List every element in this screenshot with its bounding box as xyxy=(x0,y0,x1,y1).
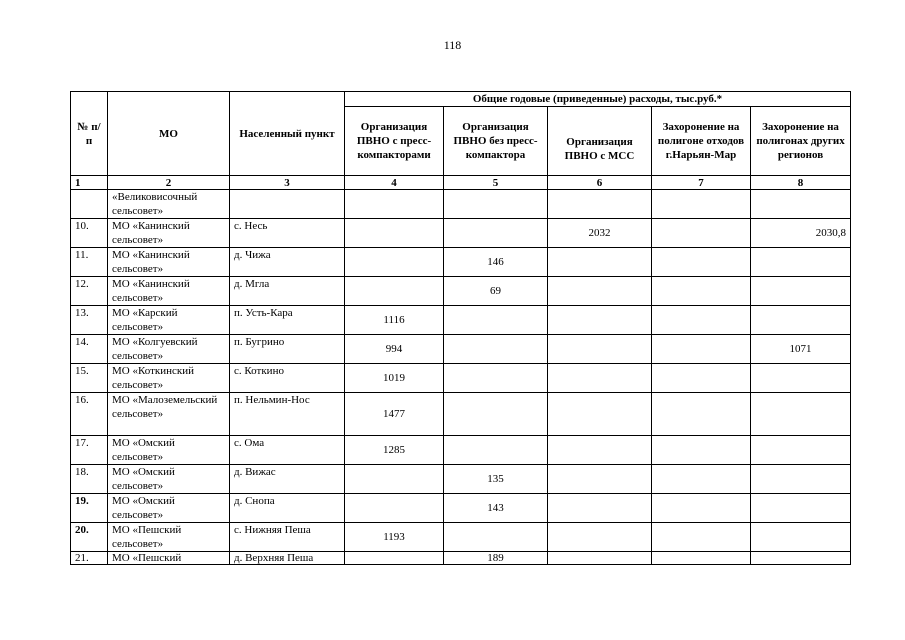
table-row xyxy=(71,364,851,393)
value-col-4: 1285 xyxy=(345,436,444,465)
value-col-6 xyxy=(548,190,652,219)
value-col-8 xyxy=(751,393,851,436)
table-row xyxy=(71,552,851,565)
value-col-7 xyxy=(652,219,751,248)
row-number: 14. xyxy=(71,335,108,364)
table-row xyxy=(71,306,851,335)
settlement-name: д. Мгла xyxy=(230,277,345,306)
col-number: 5 xyxy=(444,176,548,190)
value-col-7 xyxy=(652,436,751,465)
value-col-6 xyxy=(548,306,652,335)
value-col-5 xyxy=(444,190,548,219)
value-col-7 xyxy=(652,190,751,219)
value-col-6 xyxy=(548,436,652,465)
value-col-4: 1193 xyxy=(345,523,444,552)
row-number: 15. xyxy=(71,364,108,393)
value-col-5 xyxy=(444,523,548,552)
value-col-7 xyxy=(652,393,751,436)
value-col-7 xyxy=(652,335,751,364)
value-col-7 xyxy=(652,248,751,277)
value-col-8 xyxy=(751,248,851,277)
value-col-7 xyxy=(652,364,751,393)
table-row xyxy=(71,335,851,364)
mo-name: «Великовисочный сельсовет» xyxy=(108,190,230,219)
value-col-4 xyxy=(345,219,444,248)
header-mo: МО xyxy=(108,92,230,176)
settlement-name: с. Коткино xyxy=(230,364,345,393)
col-number: 3 xyxy=(230,176,345,190)
col-number: 4 xyxy=(345,176,444,190)
page-number: 118 xyxy=(443,38,462,52)
row-number: 18. xyxy=(71,465,108,494)
value-col-8 xyxy=(751,436,851,465)
value-col-5 xyxy=(444,364,548,393)
mo-name: МО «Пешский сельсовет» xyxy=(108,523,230,552)
mo-name: МО «Пешский xyxy=(108,552,230,565)
col-number: 8 xyxy=(751,176,851,190)
value-col-8 xyxy=(751,465,851,494)
value-col-4 xyxy=(345,465,444,494)
settlement-name: п. Усть-Кара xyxy=(230,306,345,335)
value-col-8: 2030,8 xyxy=(751,219,851,248)
row-number: 16. xyxy=(71,393,108,436)
table-row xyxy=(71,248,851,277)
settlement-name: с. Ома xyxy=(230,436,345,465)
row-number: 12. xyxy=(71,277,108,306)
value-col-4: 994 xyxy=(345,335,444,364)
value-col-7 xyxy=(652,465,751,494)
row-number: 20. xyxy=(71,523,108,552)
mo-name: МО «Малоземельский сельсовет» xyxy=(108,393,230,436)
value-col-4: 1477 xyxy=(345,393,444,436)
settlement-name xyxy=(230,190,345,219)
row-number: 10. xyxy=(71,219,108,248)
col-number: 6 xyxy=(548,176,652,190)
mo-name: МО «Омский сельсовет» xyxy=(108,465,230,494)
value-col-6 xyxy=(548,364,652,393)
table-row xyxy=(71,465,851,494)
settlement-name: д. Верхняя Пеша xyxy=(230,552,345,565)
value-col-4: 1019 xyxy=(345,364,444,393)
value-col-5 xyxy=(444,219,548,248)
value-col-7 xyxy=(652,494,751,523)
value-col-6 xyxy=(548,494,652,523)
value-col-5: 69 xyxy=(444,277,548,306)
row-number: 17. xyxy=(71,436,108,465)
value-col-8 xyxy=(751,552,851,565)
header-col-6: Организация ПВНО с МСС xyxy=(548,107,652,176)
value-col-5: 143 xyxy=(444,494,548,523)
mo-name: МО «Карский сельсовет» xyxy=(108,306,230,335)
settlement-name: д. Вижас xyxy=(230,465,345,494)
settlement-name: с. Нижняя Пеша xyxy=(230,523,345,552)
value-col-6 xyxy=(548,248,652,277)
table-row xyxy=(71,190,851,219)
value-col-4 xyxy=(345,494,444,523)
mo-name: МО «Канинский сельсовет» xyxy=(108,277,230,306)
value-col-5: 189 xyxy=(444,552,548,565)
row-number: 19. xyxy=(71,494,108,523)
value-col-6 xyxy=(548,335,652,364)
table-row xyxy=(71,436,851,465)
value-col-4 xyxy=(345,277,444,306)
value-col-7 xyxy=(652,277,751,306)
col-number: 2 xyxy=(108,176,230,190)
value-col-8 xyxy=(751,306,851,335)
mo-name: МО «Омский сельсовет» xyxy=(108,436,230,465)
value-col-6 xyxy=(548,393,652,436)
settlement-name: п. Нельмин-Нос xyxy=(230,393,345,436)
value-col-4 xyxy=(345,190,444,219)
value-col-8 xyxy=(751,190,851,219)
header-col-4: Организация ПВНО с пресс-компакторами xyxy=(345,107,444,176)
table-row xyxy=(71,494,851,523)
col-number: 1 xyxy=(71,176,108,190)
value-col-7 xyxy=(652,523,751,552)
value-col-8 xyxy=(751,494,851,523)
row-number: 21. xyxy=(71,552,108,565)
value-col-8 xyxy=(751,277,851,306)
value-col-7 xyxy=(652,552,751,565)
value-col-6 xyxy=(548,277,652,306)
header-col-7: Захоронение на полигоне отходов г.Нарьян-Мар xyxy=(652,107,751,176)
value-col-5 xyxy=(444,393,548,436)
settlement-name: д. Снопа xyxy=(230,494,345,523)
value-col-4 xyxy=(345,248,444,277)
value-col-5 xyxy=(444,335,548,364)
row-number: 11. xyxy=(71,248,108,277)
table-row xyxy=(71,523,851,552)
header-col-5: Организация ПВНО без пресс-компактора xyxy=(444,107,548,176)
value-col-8 xyxy=(751,523,851,552)
value-col-7 xyxy=(652,306,751,335)
mo-name: МО «Канинский сельсовет» xyxy=(108,219,230,248)
table-row xyxy=(71,277,851,306)
settlement-name: д. Чижа xyxy=(230,248,345,277)
table-row xyxy=(71,393,851,436)
mo-name: МО «Колгуевский сельсовет» xyxy=(108,335,230,364)
header-settlement: Населенный пункт xyxy=(230,92,345,176)
row-number: 13. xyxy=(71,306,108,335)
value-col-6 xyxy=(548,523,652,552)
mo-name: МО «Коткинский сельсовет» xyxy=(108,364,230,393)
settlement-name: с. Несь xyxy=(230,219,345,248)
value-col-5 xyxy=(444,306,548,335)
col-number: 7 xyxy=(652,176,751,190)
costs-table xyxy=(70,91,851,565)
header-col-8: Захоронение на полигонах других регионов xyxy=(751,107,851,176)
settlement-name: п. Бугрино xyxy=(230,335,345,364)
mo-name: МО «Омский сельсовет» xyxy=(108,494,230,523)
value-col-4 xyxy=(345,552,444,565)
value-col-5: 135 xyxy=(444,465,548,494)
table-row xyxy=(71,219,851,248)
value-col-6 xyxy=(548,552,652,565)
header-group-costs: Общие годовые (приведенные) расходы, тыс.руб.* xyxy=(345,92,851,107)
value-col-6: 2032 xyxy=(548,219,652,248)
value-col-5 xyxy=(444,436,548,465)
value-col-8: 1071 xyxy=(751,335,851,364)
value-col-8 xyxy=(751,364,851,393)
value-col-6 xyxy=(548,465,652,494)
value-col-4: 1116 xyxy=(345,306,444,335)
row-number xyxy=(71,190,108,219)
value-col-5: 146 xyxy=(444,248,548,277)
mo-name: МО «Канинский сельсовет» xyxy=(108,248,230,277)
header-num: № п/п xyxy=(71,92,108,176)
